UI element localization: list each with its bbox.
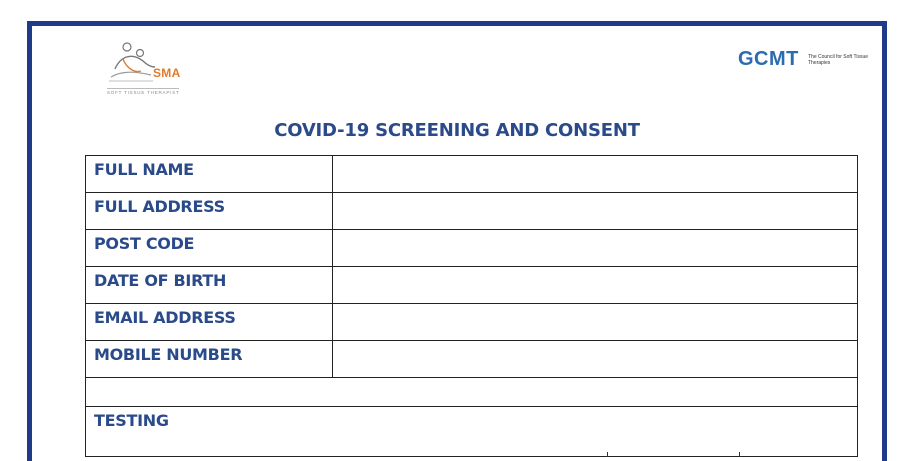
sma-brand-text: SMA <box>153 66 181 80</box>
gcmt-brand-text: GCMT <box>738 48 799 70</box>
form-row-full-address <box>86 193 858 230</box>
divider-tick <box>739 452 740 457</box>
form-row-mobile-number <box>86 341 858 378</box>
mobile-number-field[interactable] <box>332 341 857 378</box>
form-row-full-name <box>86 156 858 193</box>
document-frame <box>27 21 887 461</box>
massage-figure-icon <box>107 41 157 89</box>
sma-subtitle: SOFT TISSUE THERAPIST <box>107 90 180 95</box>
full-name-label: FULL NAME <box>86 156 333 193</box>
testing-section-heading: TESTING <box>86 407 858 457</box>
gcmt-tagline: The Council for Soft Tissue Therapies <box>808 54 869 66</box>
full-address-label: FULL ADDRESS <box>86 193 333 230</box>
full-name-field[interactable] <box>332 156 857 193</box>
sma-logo <box>107 41 207 101</box>
date-of-birth-field[interactable] <box>332 267 857 304</box>
divider-tick <box>607 452 608 457</box>
gcmt-logo <box>738 48 868 72</box>
form-row-date-of-birth <box>86 267 858 304</box>
spacer-cell <box>86 378 858 407</box>
form-row-email-address <box>86 304 858 341</box>
testing-section-row <box>86 407 858 457</box>
email-address-field[interactable] <box>332 304 857 341</box>
post-code-label: POST CODE <box>86 230 333 267</box>
form-row-post-code <box>86 230 858 267</box>
post-code-field[interactable] <box>332 230 857 267</box>
email-address-label: EMAIL ADDRESS <box>86 304 333 341</box>
registration-form-table <box>85 155 858 457</box>
full-address-field[interactable] <box>332 193 857 230</box>
page-title: COVID-19 SCREENING AND CONSENT <box>274 120 640 141</box>
date-of-birth-label: DATE OF BIRTH <box>86 267 333 304</box>
mobile-number-label: MOBILE NUMBER <box>86 341 333 378</box>
form-spacer-row <box>86 378 858 407</box>
